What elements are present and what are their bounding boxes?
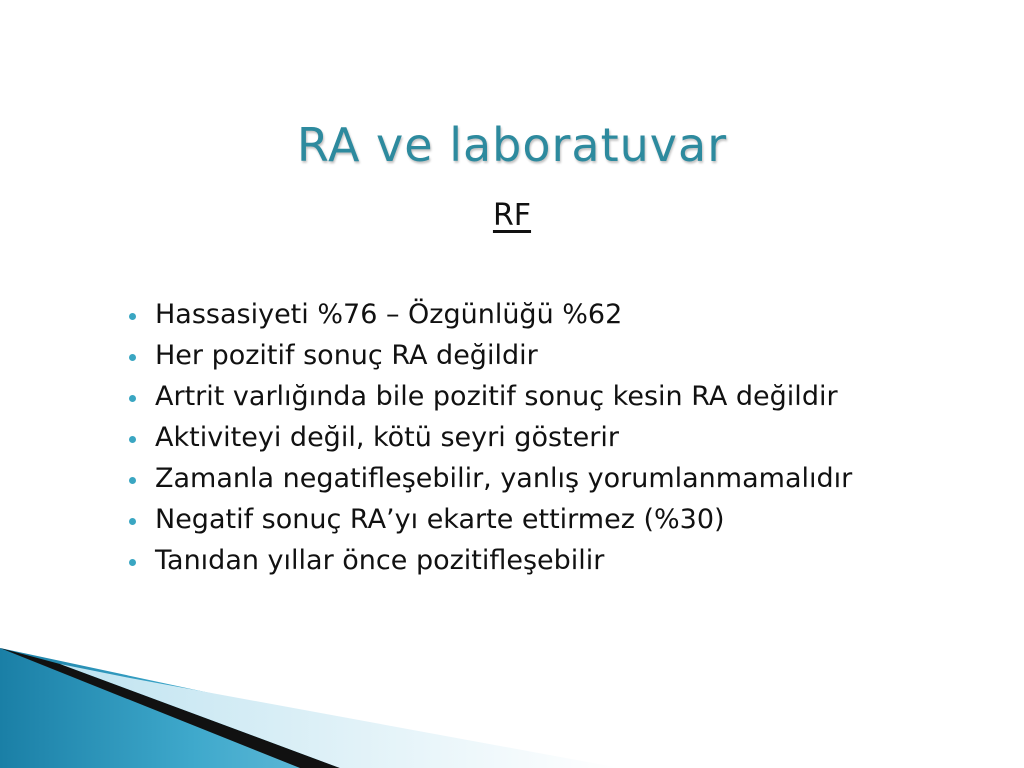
bullet-dot-icon (129, 518, 136, 525)
bullet-text: Negatif sonuç RA’yı ekarte ettirmez (%30) (155, 504, 725, 535)
bullet-dot-icon (129, 559, 136, 566)
bullet-text: Zamanla negatifleşebilir, yanlış yorumlanmamalıdır (155, 463, 853, 494)
bullet-list (128, 298, 888, 585)
bullet-dot-icon (129, 395, 136, 402)
bullet-dot-icon (129, 354, 136, 361)
bullet-text: Hassasiyeti %76 – Özgünlüğü %62 (155, 299, 623, 330)
bullet-dot-icon (129, 313, 136, 320)
bottom-swoosh-decoration (0, 620, 1024, 768)
bullet-text: Her pozitif sonuç RA değildir (155, 340, 538, 371)
bullet-item (128, 544, 888, 578)
bullet-item (128, 462, 888, 496)
bullet-dot-icon (129, 477, 136, 484)
bullet-item (128, 380, 888, 414)
bullet-text: Artrit varlığında bile pozitif sonuç kesin RA değildir (155, 381, 838, 412)
slide-title: RA ve laboratuvar (296, 118, 728, 172)
bullet-text: Tanıdan yıllar önce pozitifleşebilir (155, 545, 605, 576)
bullet-item (128, 298, 888, 332)
bullet-item (128, 503, 888, 537)
bullet-item (128, 421, 888, 455)
bullet-item (128, 339, 888, 373)
bullet-dot-icon (129, 436, 136, 443)
slide-subtitle: RF (492, 198, 532, 233)
bullet-text: Aktiviteyi değil, kötü seyri gösterir (155, 422, 619, 453)
